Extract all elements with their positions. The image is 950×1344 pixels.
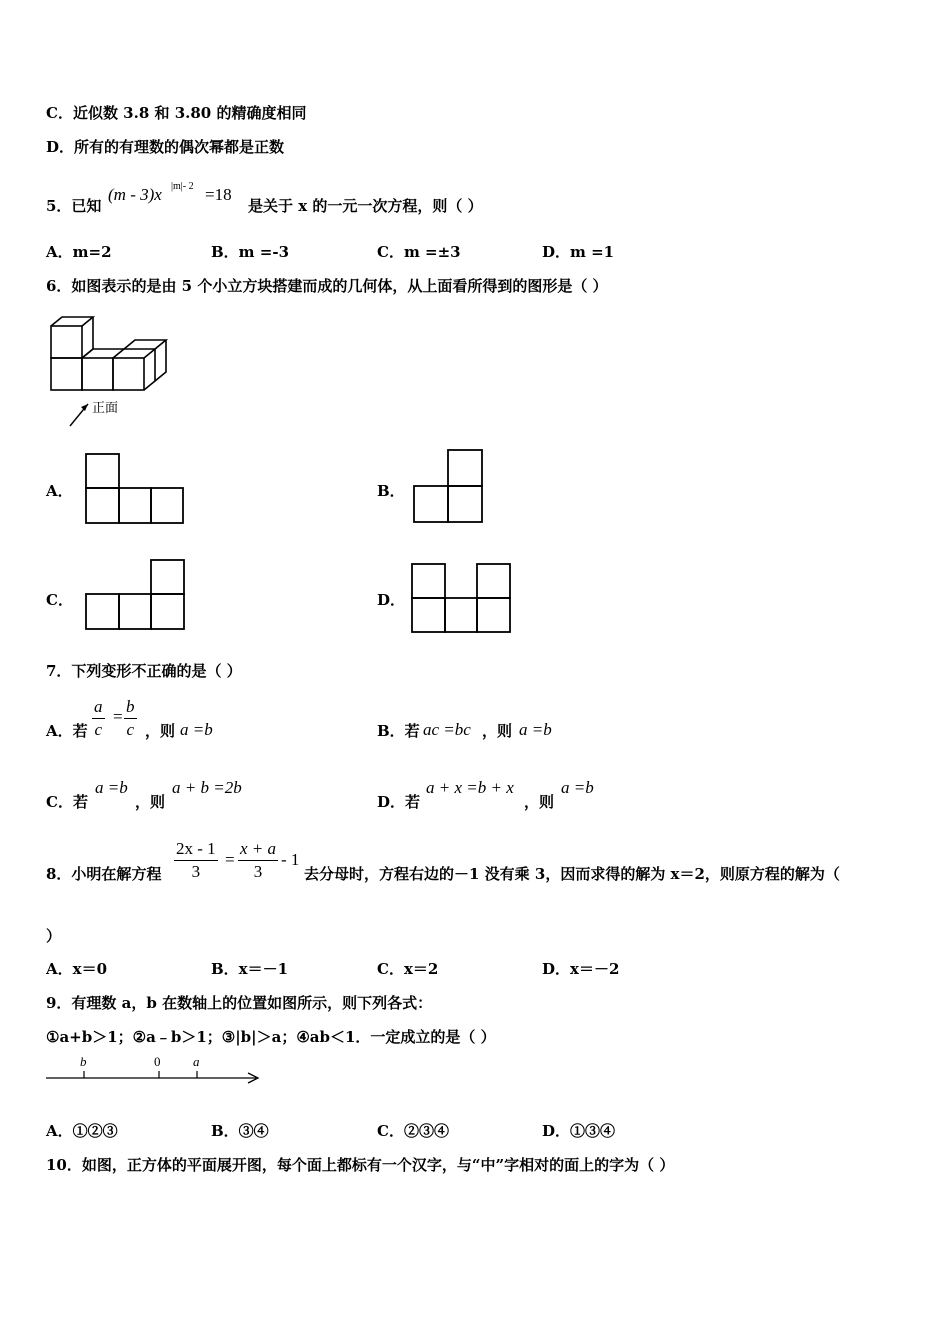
- q8-rhs-numerator: x + a: [238, 838, 278, 861]
- q5-option-c: C．m =±3: [377, 243, 461, 261]
- q7-a-frac2-numerator: b: [124, 696, 137, 719]
- q7-option-c-label: C．若: [46, 793, 88, 811]
- q7-option-a-label: A．若: [46, 722, 88, 740]
- q8-option-b: B．x＝－1: [211, 960, 289, 978]
- q5-prefix: 5．已知: [46, 197, 102, 215]
- q6-stem: 6．如图表示的是由 5 个小立方块搭建而成的几何体，从上面看所得到的图形是（ ）: [46, 277, 608, 295]
- q9-option-d: D．①③④: [542, 1122, 616, 1140]
- q7-a-equals: =: [113, 707, 123, 726]
- q7-a-frac2-denominator: c: [126, 720, 135, 739]
- q8-prefix: 8．小明在解方程: [46, 865, 162, 883]
- q4-option-d: D．所有的有理数的偶次幂都是正数: [46, 138, 285, 156]
- q4-option-c: C．近似数 3.8 和 3.80 的精确度相同: [46, 104, 307, 122]
- q7-c-condition: a =b: [95, 778, 128, 797]
- q8-equals: =: [225, 850, 235, 869]
- q9-option-c: C．②③④: [377, 1122, 449, 1140]
- q7-d-then: ，则: [524, 793, 555, 811]
- q7-a-frac1-denominator: c: [94, 720, 103, 739]
- q7-a-then: ，则: [145, 722, 176, 740]
- q9-conditions: ①a+b＞1；②a﹣b＞1；③|b|＞a；④ab＜1．一定成立的是（ ）: [46, 1028, 496, 1046]
- q6-option-c-label: C．: [46, 591, 73, 609]
- q7-option-b-label: B．若: [377, 722, 420, 740]
- q8-lhs-numerator: 2x - 1: [174, 838, 218, 861]
- q7-d-condition: a + x =b + x: [426, 778, 514, 797]
- q8-rhs-denominator: 3: [253, 862, 263, 881]
- q5-equation-rhs: =18: [205, 185, 232, 204]
- q9-option-a: A．①②③: [46, 1122, 118, 1140]
- q5-suffix: 是关于 x 的一元一次方程，则（ ）: [248, 197, 483, 215]
- q7-option-d-label: D．若: [377, 793, 421, 811]
- q5-equation-base: (m - 3)x: [108, 185, 162, 204]
- q6-option-b-figure: [412, 448, 486, 526]
- q6-option-d-label: D．: [377, 591, 406, 609]
- q10-stem: 10．如图，正方体的平面展开图，每个面上都标有一个汉字，与“中”字相对的面上的字为（ ）: [46, 1156, 675, 1174]
- q8-rhs-tail: - 1: [281, 850, 300, 869]
- q7-d-result: a =b: [561, 778, 594, 797]
- q9-axis-label-a: a: [193, 1054, 200, 1069]
- q7-b-condition: ac =bc: [423, 720, 471, 739]
- q5-option-b: B．m =-3: [211, 243, 290, 261]
- q8-option-c: C．x＝2: [377, 960, 439, 978]
- q6-option-b-label: B．: [377, 482, 405, 500]
- q9-option-b: B．③④: [211, 1122, 269, 1140]
- q8-close-paren: ）: [46, 927, 62, 945]
- q5-equation-exponent: |m|- 2: [171, 181, 194, 192]
- q7-b-result: a =b: [519, 720, 552, 739]
- q5-option-a: A．m=2: [46, 243, 112, 261]
- q7-a-result: a =b: [180, 720, 213, 739]
- q6-front-label: 正面: [92, 401, 119, 416]
- q8-option-a: A．x＝0: [46, 960, 108, 978]
- q7-c-result: a + b =2b: [172, 778, 242, 797]
- q7-b-then: ，则: [482, 722, 513, 740]
- q6-option-a-figure: [84, 452, 186, 526]
- q8-rhs-fraction: [238, 838, 278, 883]
- q8-suffix: 去分母时，方程右边的－1 没有乘 3，因而求得的解为 x＝2，则原方程的解为（: [304, 865, 840, 883]
- q8-lhs-denominator: 3: [191, 862, 201, 881]
- q7-c-then: ，则: [135, 793, 166, 811]
- q6-option-c-figure: [84, 558, 188, 632]
- q9-stem: 9．有理数 a，b 在数轴上的位置如图所示，则下列各式：: [46, 994, 433, 1012]
- q9-axis-label-zero: 0: [154, 1054, 161, 1069]
- q9-axis-label-b: b: [80, 1054, 87, 1069]
- q7-a-frac1-numerator: a: [92, 696, 105, 719]
- q8-lhs-fraction: [174, 838, 218, 883]
- q5-option-d: D．m =1: [542, 243, 615, 261]
- q7-a-fraction-2: [124, 696, 137, 741]
- q6-option-d-figure: [410, 562, 514, 636]
- q6-option-a-label: A．: [46, 482, 73, 500]
- q8-option-d: D．x＝－2: [542, 960, 620, 978]
- q7-a-fraction-1: [92, 696, 105, 741]
- q7-stem: 7．下列变形不正确的是（ ）: [46, 662, 242, 680]
